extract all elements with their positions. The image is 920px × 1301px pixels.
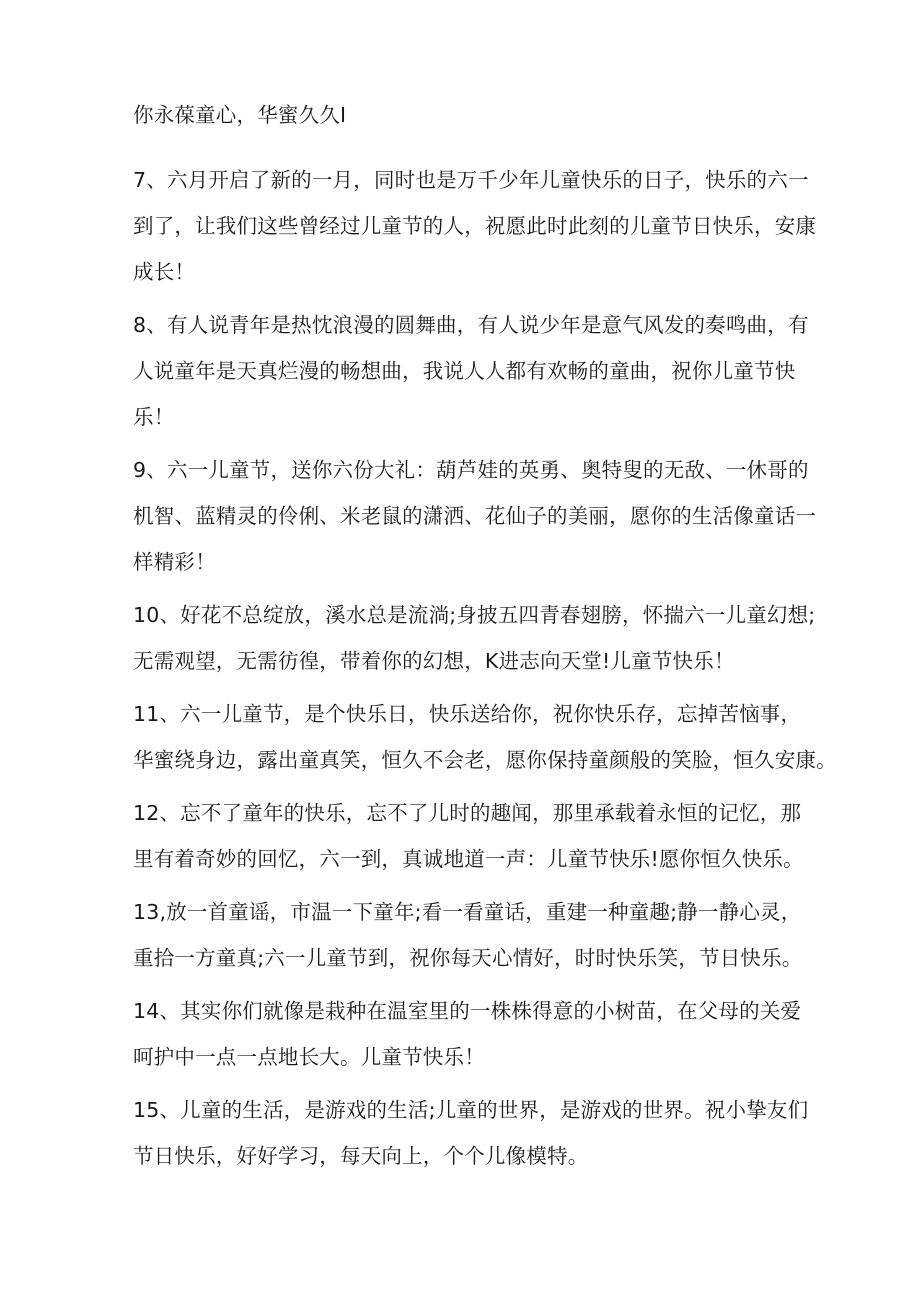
text-line: 到了，让我们这些曾经过儿童节的人，祝愿此时此刻的儿童节日快乐，安康	[133, 214, 817, 238]
document-body	[133, 92, 837, 1186]
paragraph-9	[133, 447, 817, 585]
paragraph-10	[133, 592, 816, 684]
text-line: 11、六一儿童节，是个快乐日，快乐送给你，祝你快乐存，忘掉苦恼事，	[133, 702, 802, 726]
paragraph-8	[133, 302, 809, 440]
text-line: 7、六月开启了新的一月，同时也是万千少年儿童快乐的日子，快乐的六一	[133, 168, 809, 192]
paragraph-11	[133, 691, 837, 783]
text-line: 8、有人说青年是热忱浪漫的圆舞曲，有人说少年是意气风发的奏鸣曲，有	[133, 313, 809, 337]
text-line: 人说童年是天真烂漫的畅想曲，我说人人都有欢畅的童曲，祝你儿童节快	[133, 359, 796, 383]
text-line: 重拾一方童真;六一儿童节到，祝你每天心情好，时时快乐笑，节日快乐。	[133, 946, 803, 970]
text-line: 9、六一儿童节，送你六份大礼：葫芦娃的英勇、奥特叟的无敌、一休哥的	[133, 458, 809, 482]
text-line: 12、忘不了童年的快乐，忘不了儿时的趣闻，那里承载着永恒的记忆，那	[133, 801, 802, 825]
text-line: 15、儿童的生活，是游戏的生活;儿童的世界，是游戏的世界。祝小挚友们	[133, 1098, 809, 1122]
text-line: 机智、蓝精灵的伶俐、米老鼠的潇洒、花仙子的美丽，愿你的生活像童话一	[133, 504, 817, 528]
paragraph-7	[133, 157, 817, 295]
text-line: 呵护中一点一点地长大。儿童节快乐！	[133, 1045, 485, 1069]
text-line: 里有着奇妙的回忆，六一到，真诚地道一声：儿童节快乐!愿你恒久快乐。	[133, 847, 804, 871]
text-line: 你永葆童心，华蜜久久I	[133, 103, 347, 127]
text-line: 华蜜绕身边，露出童真笑，恒久不会老，愿你保持童颜般的笑脸，恒久安康。	[133, 748, 837, 772]
paragraph-12	[133, 790, 804, 882]
text-line: 14、其实你们就像是栽种在温室里的一株株得意的小树苗，在父母的关爱	[133, 999, 802, 1023]
paragraph-15	[133, 1087, 809, 1179]
text-line: 成长！	[133, 260, 196, 284]
text-line: 10、好花不总绽放，溪水总是流淌;身披五四青春翅膀，怀揣六一儿童幻想;	[133, 603, 816, 627]
text-line: 无需观望，无需彷徨，带着你的幻想，K进志向天堂!儿童节快乐！	[133, 649, 735, 673]
paragraph-13	[133, 889, 803, 981]
text-line: 样精彩！	[133, 550, 216, 574]
text-line: 13,放一首童谣，市温一下童年;看一看童话，重建一种童趣;静一静心灵，	[133, 900, 802, 924]
text-line: 乐！	[133, 405, 175, 429]
text-line: 节日快乐，好好学习，每天向上，个个儿像模特。	[133, 1144, 589, 1168]
paragraph-14	[133, 988, 802, 1080]
paragraph-continuation	[133, 92, 793, 138]
